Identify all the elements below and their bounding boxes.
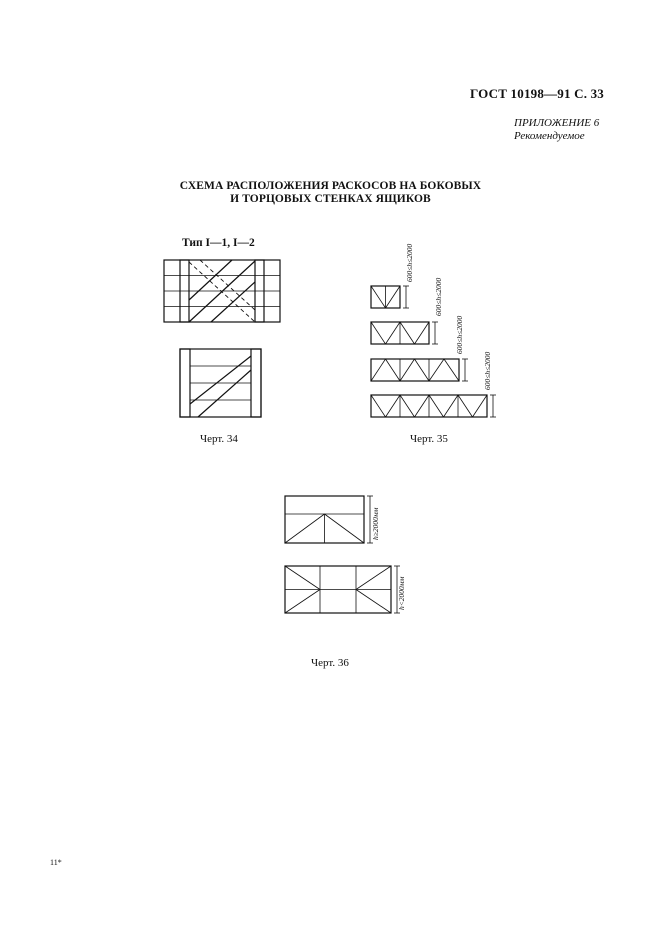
- figure36-caption: Черт. 36: [311, 657, 349, 669]
- fig35-dim-2: 600≤h≤2000: [434, 277, 443, 316]
- figure35-caption: Черт. 35: [410, 433, 448, 445]
- fig35-dim-4: 600≤h≤2000: [483, 351, 492, 390]
- appendix-status: Рекомендуемое: [514, 130, 585, 142]
- figure34-side-wall: [164, 260, 280, 322]
- fig36-dim-2: h<2000мм: [397, 576, 406, 610]
- figure34-end-wall: [180, 349, 261, 417]
- fig35-dim-1: 600≤h≤2000: [405, 243, 414, 282]
- figure36-diagrams: [285, 496, 406, 613]
- title-line-1: СХЕМА РАСПОЛОЖЕНИЯ РАСКОСОВ НА БОКОВЫХ: [179, 180, 482, 192]
- figure34-type-label: Тип I—1, I—2: [182, 237, 255, 249]
- figure35-diagrams: [371, 244, 496, 417]
- fig36-dim-1: h≥2000мм: [371, 507, 380, 540]
- page-footnote: 11*: [50, 858, 62, 867]
- title-line-2: И ТОРЦОВЫХ СТЕНКАХ ЯЩИКОВ: [230, 193, 431, 205]
- figure34-caption: Черт. 34: [200, 433, 238, 445]
- page-header: ГОСТ 10198—91 С. 33: [470, 86, 604, 101]
- fig35-dim-3: 600≤h≤2000: [455, 315, 464, 354]
- appendix-name: ПРИЛОЖЕНИЕ 6: [514, 117, 600, 129]
